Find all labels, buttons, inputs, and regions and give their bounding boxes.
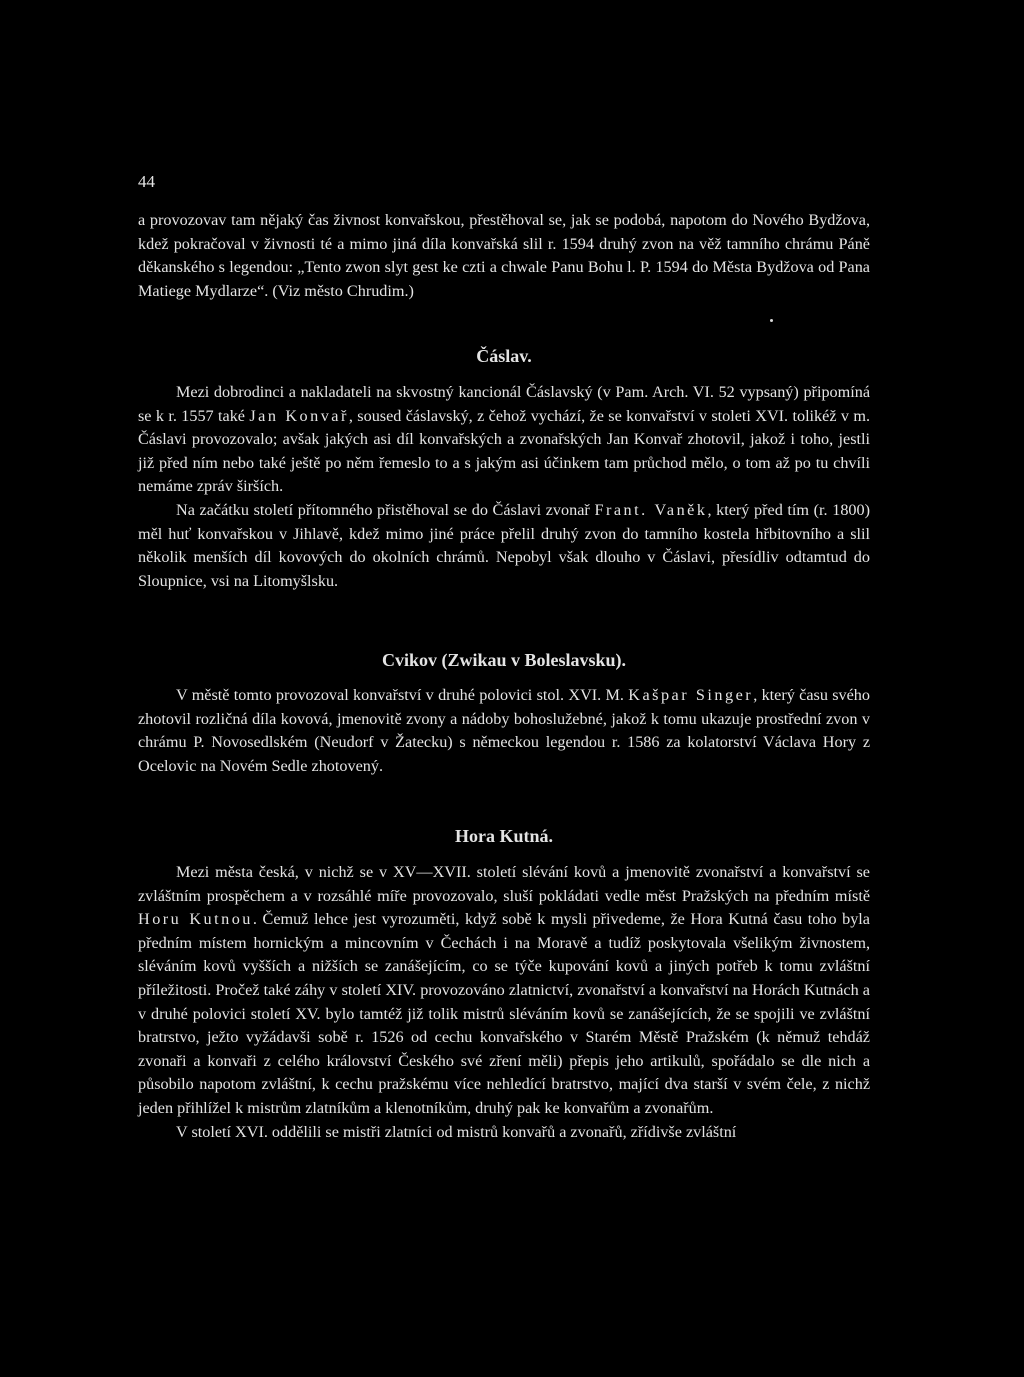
- section-heading-hora-kutna: Hora Kutná.: [454, 826, 553, 846]
- section-body-cvikov: [138, 684, 870, 778]
- section-heading-cvikov: Cvikov (Zwikau v Boleslavsku).: [381, 650, 627, 670]
- person-name: Frant. Vaněk: [594, 500, 708, 519]
- text-run: , který před tím (r. 1800) měl huť konvařskou v Jihlavě, kdež mimo jiné práce přelil druhý zvon do tamního kostela hřbitovního a slil několik menších díl kovových do okolních chrámů. Nepobyl však dlouho v Čáslavi, přesídliv odtamtud do Sloupnice, vsi na Litomyšlsku.: [138, 500, 870, 590]
- text-run: , soused čáslavský, z čehož vychází, že se konvařství v stoleti XVI. tolikéž v m. Čáslavi provozovalo; avšak jakých asi díl konvařských a zvonařských Jan Konvař zhotovil, jakož i toho, jestli již před ním nebo také ještě po něm řemeslo to a s jakým asi účinkem tam průchod mělo, o tom až po tu chvíli nemáme zpráv širších.: [138, 406, 871, 496]
- paragraph: [138, 861, 870, 1121]
- paragraph: [138, 684, 870, 778]
- intro-paragraph: [138, 209, 870, 303]
- text-run: . Čemuž lehce jest vyrozuměti, když sobě k mysli přivedeme, že Hora Kutná času toho byla předním místem hornickým a mincovním v Čechách i na Moravě a tudíž poskytovala všelikým živnostem, sléváním kovů vyšších a nižších se zanášejícím, co se týče kupování kovů a jiných potřeb k tomu zvláštní příležitosti. Pročež také záhy v století XIV. provozováno zlatnictví, zvonařství a konvařství na Horách Kutnách a v druhé polovici století XV. bylo tamtéž již tolik mistrů sléváním kovů se zanášejících, že se spojili ve zvláštní bratrstvo, ježto vyžádavši sobě r. 1526 od cechu konvařského v Starém Městě Pražském (k němuž tehdáž zvonaři a konvaři z celého království Českého své zření měli) přepis jeho artikulů, spořádalo se dle nich a působilo napotom zvláštní, k cechu pražskému více nehledící bratrstvo, mající dva starší v svém čele, z nichž jeden přihlížel k mistrům zlatníkům a klenotníkům, druhý pak ke konvařům a zvonařům.: [138, 910, 870, 1117]
- person-name: Kašpar Singer: [628, 686, 754, 704]
- print-speck: [770, 319, 773, 322]
- section-body-caslav: [138, 381, 870, 593]
- person-name: Jan Konvař: [249, 406, 349, 425]
- text-run: Mezi dobrodinci a nakladateli na skvostný kancionál Čáslavský (v Pam. Arch. VI. 52 vypsaný) připomíná se k r. 1557 také: [138, 383, 870, 425]
- section-heading-caslav: Čáslav.: [476, 346, 532, 366]
- intro-paragraph-text: a provozovav tam nějaký čas živnost konvařskou, přestěhoval se, jak se podobá, napotom do Nového Bydžova, kdež pokračoval v živnosti té a mimo jiná díla konvařská slil r. 1594 druhý zvon na věž tamního chrámu Páně děkanského s legendou: „Tento zwon slyt gest ke czti a chwale Panu Bohu l. P. 1594 do Města Bydžova od Pana Matiege Mydlarze“. (Viz město Chrudim.): [138, 211, 870, 300]
- text-run: Mezi města česká, v nichž se v XV—XVII. století slévání kovů a jmenovitě zvonařství a konvařství se zvláštním prospěchem a v rozsáhlé míře provozovalo, sluší pokládati vedle měst Pražských na předním místě: [138, 863, 870, 905]
- text-run: Na začátku století přítomného přistěhoval se do Čáslavi zvonař: [176, 500, 595, 519]
- place-name: Horu Kutnou: [138, 910, 253, 929]
- text-run: , který času svého zhotovil rozličná díla kovová, jmenovitě zvony a nádoby bohoslužebné, jakož k tomu ukazuje prostřední zvon v chrámu P. Novosedlském (Neudorf v Žatecku) s německou legendou r. 1586 za kolatorství Václava Hory z Ocelovic na Novém Sedle zhotovený.: [138, 686, 870, 775]
- paragraph: [138, 499, 870, 593]
- paragraph: V století XVI. oddělili se mistři zlatníci od mistrů konvařů a zvonařů, zřídivše zvláštní: [176, 1122, 737, 1141]
- text-run: V městě tomto provozoval konvařství v druhé polovici stol. XVI. M.: [176, 686, 629, 704]
- section-body-hora-kutna: [138, 861, 870, 1144]
- page-number: 44: [138, 172, 155, 191]
- paragraph: [138, 381, 870, 499]
